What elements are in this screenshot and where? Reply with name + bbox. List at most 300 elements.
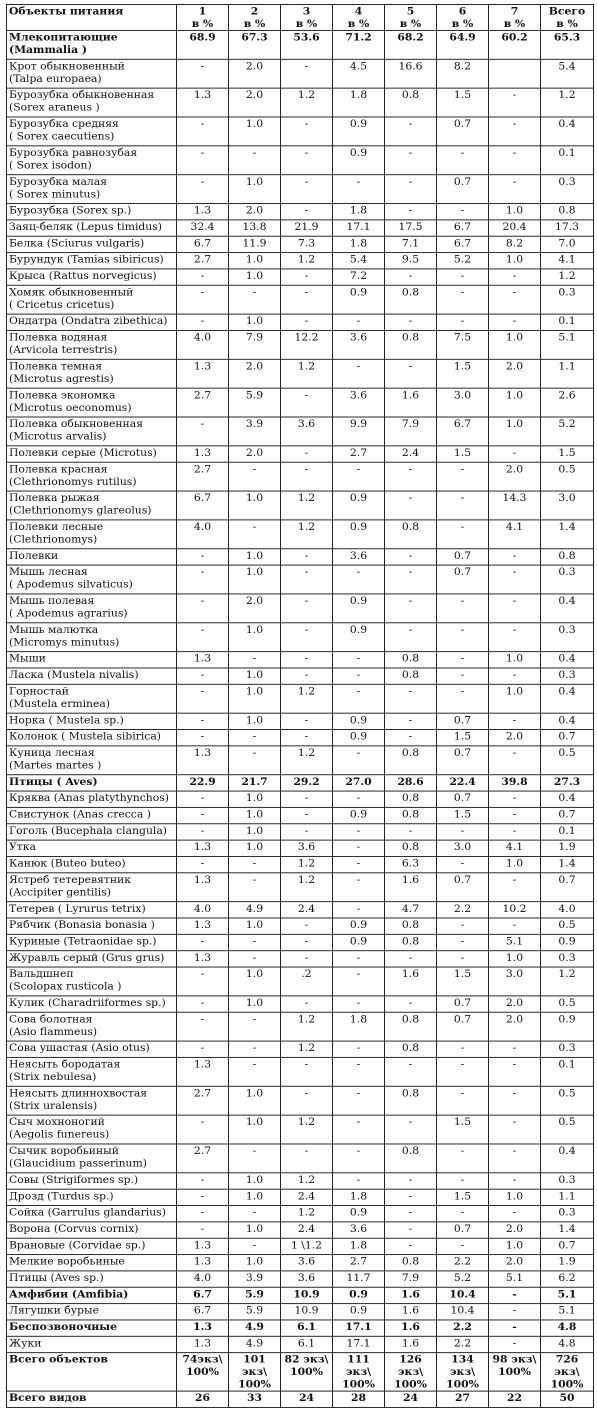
cell-value: - <box>385 1222 437 1238</box>
table-row <box>7 1287 594 1303</box>
cell-value: 11.9 <box>229 236 281 252</box>
header-col-6: 6 в % <box>437 4 489 30</box>
cell-total: 0.3 <box>541 285 594 314</box>
table-row <box>7 117 594 146</box>
cell-value: - <box>333 967 385 996</box>
cell-value: 82 экз\ 100% <box>281 1353 333 1391</box>
cell-value: 1.0 <box>489 1238 541 1254</box>
cell-value: 6.7 <box>177 491 229 520</box>
cell-total: 0.7 <box>541 873 594 902</box>
diet-table <box>6 4 594 1408</box>
cell-value: 3.6 <box>333 388 385 417</box>
cell-value: - <box>385 623 437 652</box>
cell-value: 1.8 <box>333 1012 385 1041</box>
cell-value: - <box>229 873 281 902</box>
cell-total: 7.0 <box>541 236 594 252</box>
table-row <box>7 594 594 623</box>
cell-total: 0.5 <box>541 462 594 491</box>
cell-value: - <box>489 668 541 684</box>
row-label: Бурозубка малая ( Sorex minutus) <box>7 175 177 204</box>
cell-value: - <box>437 146 489 175</box>
cell-value: 1.0 <box>229 565 281 594</box>
cell-value: - <box>177 713 229 729</box>
cell-value: - <box>229 1238 281 1254</box>
cell-value: 3.9 <box>229 417 281 446</box>
cell-value: - <box>437 269 489 285</box>
cell-total: 1.4 <box>541 520 594 549</box>
row-label: Мышь лесная ( Apodemus silvaticus) <box>7 565 177 594</box>
cell-value: 74экз\ 100% <box>177 1353 229 1391</box>
cell-value: 2.7 <box>177 388 229 417</box>
cell-total: 0.3 <box>541 175 594 204</box>
cell-value: 6.1 <box>281 1320 333 1336</box>
cell-value: - <box>385 117 437 146</box>
table-row <box>7 996 594 1012</box>
cell-value: 67.3 <box>229 30 281 59</box>
cell-value: - <box>385 146 437 175</box>
cell-total: 0.8 <box>541 549 594 565</box>
cell-value: - <box>385 565 437 594</box>
cell-value: 4.0 <box>177 520 229 549</box>
cell-value: - <box>177 1173 229 1189</box>
cell-value: 0.8 <box>385 330 437 359</box>
header-col-1: 1 в % <box>177 4 229 30</box>
cell-total: 0.7 <box>541 1238 594 1254</box>
cell-value: - <box>489 1144 541 1173</box>
cell-value: - <box>489 594 541 623</box>
cell-value: - <box>177 117 229 146</box>
cell-value: - <box>489 549 541 565</box>
cell-value: 0.7 <box>437 1222 489 1238</box>
row-label: Бурундук (Tamias sibiricus) <box>7 253 177 269</box>
cell-value: 1.6 <box>385 967 437 996</box>
cell-value: 26 <box>177 1391 229 1407</box>
cell-value: 2.7 <box>333 1255 385 1271</box>
table-row <box>7 652 594 668</box>
row-label: Куница лесная (Martes martes ) <box>7 746 177 775</box>
cell-value: - <box>489 713 541 729</box>
cell-value: - <box>385 1173 437 1189</box>
cell-value: 1.0 <box>229 684 281 713</box>
cell-value: - <box>333 175 385 204</box>
cell-value: - <box>281 934 333 950</box>
table-row <box>7 1320 594 1336</box>
cell-value: - <box>437 1057 489 1086</box>
cell-value: 0.9 <box>333 934 385 950</box>
cell-value: 1.0 <box>489 951 541 967</box>
cell-value: - <box>437 1238 489 1254</box>
cell-value: - <box>489 1086 541 1115</box>
cell-value: 1.3 <box>177 446 229 462</box>
cell-value: - <box>437 668 489 684</box>
row-label: Ондатра (Ondatra zibethica) <box>7 314 177 330</box>
cell-value: 64.9 <box>437 30 489 59</box>
row-label: Жуки <box>7 1336 177 1352</box>
table-row <box>7 220 594 236</box>
cell-value: - <box>177 996 229 1012</box>
cell-value: 134 экз\ 100% <box>437 1353 489 1391</box>
cell-value: 0.8 <box>385 840 437 856</box>
cell-value: - <box>437 1206 489 1222</box>
cell-value: 1.0 <box>229 668 281 684</box>
header-col-2: 2 в % <box>229 4 281 30</box>
cell-total: 1.4 <box>541 1222 594 1238</box>
row-label: Полевка темная (Microtus agrestis) <box>7 359 177 388</box>
cell-value: 39.8 <box>489 775 541 791</box>
cell-value: 0.8 <box>385 1041 437 1057</box>
cell-value: - <box>281 388 333 417</box>
cell-value: - <box>229 856 281 872</box>
cell-value: - <box>333 1041 385 1057</box>
cell-value: 1.2 <box>281 1206 333 1222</box>
cell-value: - <box>229 730 281 746</box>
cell-value: 5.2 <box>437 1271 489 1287</box>
cell-value: - <box>281 791 333 807</box>
cell-value: - <box>229 285 281 314</box>
cell-value: 0.8 <box>385 1255 437 1271</box>
cell-value: - <box>229 1041 281 1057</box>
cell-value: 0.7 <box>437 996 489 1012</box>
table-row <box>7 1189 594 1205</box>
cell-value: - <box>437 623 489 652</box>
row-label: Бурозубка равнозубая ( Sorex isodon) <box>7 146 177 175</box>
row-label: Неясыть длиннохвостая (Strix uralensis) <box>7 1086 177 1115</box>
cell-value: 0.7 <box>437 565 489 594</box>
cell-value: - <box>333 668 385 684</box>
table-row <box>7 775 594 791</box>
cell-total: 0.4 <box>541 1144 594 1173</box>
table-row <box>7 684 594 713</box>
cell-value: 17.1 <box>333 1320 385 1336</box>
cell-value: 1.2 <box>281 491 333 520</box>
cell-value: 5.2 <box>437 253 489 269</box>
table-row <box>7 668 594 684</box>
cell-value: - <box>385 549 437 565</box>
cell-total: 0.3 <box>541 668 594 684</box>
cell-value: 2.4 <box>281 902 333 918</box>
cell-value: 2.0 <box>229 59 281 88</box>
cell-value: - <box>489 807 541 823</box>
cell-value: 8.2 <box>437 59 489 88</box>
cell-value: - <box>333 840 385 856</box>
cell-value: 2.0 <box>489 996 541 1012</box>
cell-value: - <box>333 902 385 918</box>
table-row <box>7 1238 594 1254</box>
cell-value: 1.0 <box>229 491 281 520</box>
cell-value: - <box>489 1115 541 1144</box>
cell-total: 5.1 <box>541 1287 594 1303</box>
cell-value: - <box>489 565 541 594</box>
cell-total: 0.3 <box>541 565 594 594</box>
cell-value: 1.0 <box>489 204 541 220</box>
cell-value: - <box>333 359 385 388</box>
cell-value: 0.8 <box>385 807 437 823</box>
row-label: Норка ( Mustela sp.) <box>7 713 177 729</box>
cell-total: 0.4 <box>541 117 594 146</box>
table-body <box>7 30 594 1407</box>
cell-value: 0.9 <box>333 146 385 175</box>
cell-value: - <box>281 565 333 594</box>
cell-value: - <box>281 269 333 285</box>
cell-value: - <box>229 746 281 775</box>
cell-value: - <box>229 934 281 950</box>
cell-value: 0.9 <box>333 594 385 623</box>
cell-value: .2 <box>281 967 333 996</box>
cell-total: 0.7 <box>541 807 594 823</box>
cell-value: - <box>489 824 541 840</box>
cell-value: 1.2 <box>281 1115 333 1144</box>
row-label: Всего объектов <box>7 1353 177 1391</box>
table-row <box>7 146 594 175</box>
cell-value: 1.8 <box>333 1189 385 1205</box>
header-col-5: 5 в % <box>385 4 437 30</box>
cell-value: 1.3 <box>177 951 229 967</box>
cell-value: - <box>385 684 437 713</box>
table-row <box>7 462 594 491</box>
table-row <box>7 59 594 88</box>
cell-value: - <box>385 1238 437 1254</box>
cell-value: 10.9 <box>281 1304 333 1320</box>
cell-total: 5.1 <box>541 1304 594 1320</box>
cell-value: 24 <box>281 1391 333 1407</box>
cell-value: - <box>437 918 489 934</box>
cell-value: 2.0 <box>489 1222 541 1238</box>
cell-value: 3.0 <box>489 967 541 996</box>
cell-value: 32.4 <box>177 220 229 236</box>
cell-value: - <box>437 652 489 668</box>
row-label: Кулик (Charadriiformes sp.) <box>7 996 177 1012</box>
cell-value: 8.2 <box>489 236 541 252</box>
cell-total: 0.3 <box>541 623 594 652</box>
cell-value: - <box>281 462 333 491</box>
cell-value: - <box>177 1115 229 1144</box>
cell-value: - <box>177 1012 229 1041</box>
cell-value: - <box>385 1189 437 1205</box>
cell-value: 1.3 <box>177 1238 229 1254</box>
cell-value: - <box>177 856 229 872</box>
cell-value: - <box>385 491 437 520</box>
cell-value: 1.0 <box>489 388 541 417</box>
cell-value: 0.8 <box>385 520 437 549</box>
cell-total: 0.1 <box>541 314 594 330</box>
cell-value: 101 экз\ 100% <box>229 1353 281 1391</box>
cell-value: - <box>385 996 437 1012</box>
cell-value: - <box>333 951 385 967</box>
cell-value: 1.3 <box>177 652 229 668</box>
cell-value: 22 <box>489 1391 541 1407</box>
cell-value: 1.6 <box>385 873 437 902</box>
cell-value: - <box>177 565 229 594</box>
cell-value: 5.9 <box>229 1287 281 1303</box>
cell-value: 0.7 <box>437 175 489 204</box>
cell-total: 6.2 <box>541 1271 594 1287</box>
cell-value: 6.1 <box>281 1336 333 1352</box>
cell-value: - <box>229 1206 281 1222</box>
cell-value: - <box>177 269 229 285</box>
cell-value: 3.0 <box>437 388 489 417</box>
cell-value: 1.5 <box>437 1115 489 1144</box>
cell-value: - <box>489 873 541 902</box>
cell-value: - <box>281 204 333 220</box>
cell-value: 0.7 <box>437 1012 489 1041</box>
cell-value: - <box>281 314 333 330</box>
cell-value: 1.2 <box>281 1041 333 1057</box>
cell-total: 5.1 <box>541 330 594 359</box>
table-row <box>7 1057 594 1086</box>
cell-total: 0.7 <box>541 730 594 746</box>
table-row <box>7 623 594 652</box>
cell-value: 17.5 <box>385 220 437 236</box>
cell-value: 1.0 <box>229 967 281 996</box>
cell-value: - <box>489 269 541 285</box>
cell-value: - <box>437 824 489 840</box>
cell-total: 1.5 <box>541 446 594 462</box>
cell-value: - <box>281 652 333 668</box>
row-label: Вальдшнеп (Scolopax rusticola ) <box>7 967 177 996</box>
cell-value: - <box>281 996 333 1012</box>
cell-value: 1.3 <box>177 840 229 856</box>
cell-value: 33 <box>229 1391 281 1407</box>
cell-value: - <box>437 491 489 520</box>
cell-value: 17.1 <box>333 1336 385 1352</box>
cell-value: 5.1 <box>489 1271 541 1287</box>
cell-value: - <box>489 117 541 146</box>
table-row <box>7 491 594 520</box>
cell-value: 0.9 <box>333 285 385 314</box>
table-row <box>7 330 594 359</box>
cell-total: 1.1 <box>541 359 594 388</box>
cell-value: - <box>385 175 437 204</box>
cell-value: 0.7 <box>437 791 489 807</box>
table-row <box>7 856 594 872</box>
cell-value: 2.4 <box>385 446 437 462</box>
cell-value: - <box>177 146 229 175</box>
cell-value: 0.9 <box>333 713 385 729</box>
cell-value: 2.0 <box>489 1012 541 1041</box>
cell-value: - <box>333 1086 385 1115</box>
cell-total: 0.1 <box>541 1057 594 1086</box>
cell-value: - <box>281 1086 333 1115</box>
row-label: Лягушки бурые <box>7 1304 177 1320</box>
cell-value: 5.1 <box>489 934 541 950</box>
header-col-3: 3 в % <box>281 4 333 30</box>
cell-value: 68.2 <box>385 30 437 59</box>
cell-value: 9.9 <box>333 417 385 446</box>
cell-value: 3.0 <box>437 840 489 856</box>
cell-value: - <box>489 1336 541 1352</box>
cell-value: 14.3 <box>489 491 541 520</box>
row-label: Свистунок (Anas crecca ) <box>7 807 177 823</box>
table-row <box>7 269 594 285</box>
table-row <box>7 388 594 417</box>
table-row <box>7 285 594 314</box>
row-label: Ласка (Mustela nivalis) <box>7 668 177 684</box>
cell-value: 2.0 <box>489 462 541 491</box>
cell-value: 1.3 <box>177 1255 229 1271</box>
cell-value: 0.8 <box>385 1144 437 1173</box>
cell-value: 1.5 <box>437 807 489 823</box>
cell-value: - <box>333 1144 385 1173</box>
cell-value: - <box>177 175 229 204</box>
cell-total: 0.5 <box>541 1115 594 1144</box>
cell-value: - <box>281 446 333 462</box>
cell-value: - <box>281 951 333 967</box>
cell-value: 1.0 <box>229 117 281 146</box>
cell-value: 1.0 <box>489 417 541 446</box>
cell-value: - <box>385 730 437 746</box>
cell-value: 2.2 <box>437 902 489 918</box>
row-label: Птицы (Aves sp.) <box>7 1271 177 1287</box>
cell-value: 0.8 <box>385 791 437 807</box>
cell-value: 0.9 <box>333 117 385 146</box>
cell-value: - <box>385 314 437 330</box>
cell-value: 5.9 <box>229 388 281 417</box>
cell-value: 1.3 <box>177 88 229 117</box>
cell-value: 10.9 <box>281 1287 333 1303</box>
cell-value: 28 <box>333 1391 385 1407</box>
row-label: Сычик воробьиный (Glaucidium passerinum) <box>7 1144 177 1173</box>
cell-value: 6.7 <box>437 220 489 236</box>
row-label: Горностай (Mustela erminea) <box>7 684 177 713</box>
cell-value: 1.0 <box>489 330 541 359</box>
table-row <box>7 1144 594 1173</box>
cell-value: 6.7 <box>177 1287 229 1303</box>
cell-value: 1.0 <box>489 652 541 668</box>
cell-value: 1.0 <box>229 269 281 285</box>
row-label: Мышь полевая ( Apodemus agrarius) <box>7 594 177 623</box>
cell-value: 3.6 <box>281 1271 333 1287</box>
table-row <box>7 730 594 746</box>
cell-value: 1.2 <box>281 88 333 117</box>
cell-value: - <box>177 1041 229 1057</box>
cell-value: 1.0 <box>229 1255 281 1271</box>
row-label: Врановые (Corvidae sp.) <box>7 1238 177 1254</box>
cell-value: - <box>437 951 489 967</box>
row-label: Крыса (Rattus norvegicus) <box>7 269 177 285</box>
cell-value: 6.7 <box>177 1304 229 1320</box>
row-label: Полевки лесные (Clethrionomys) <box>7 520 177 549</box>
row-label: Кряква (Anas platythynchos) <box>7 791 177 807</box>
cell-value: 1.6 <box>385 1287 437 1303</box>
cell-total: 5.2 <box>541 417 594 446</box>
cell-value: - <box>229 1012 281 1041</box>
cell-value: 0.8 <box>385 88 437 117</box>
cell-value: 7.1 <box>385 236 437 252</box>
row-label: Хомяк обыкновенный ( Cricetus cricetus) <box>7 285 177 314</box>
table-row <box>7 1255 594 1271</box>
cell-value: 3.6 <box>281 840 333 856</box>
cell-value: - <box>281 1144 333 1173</box>
cell-value: 29.2 <box>281 775 333 791</box>
cell-value: 16.6 <box>385 59 437 88</box>
table-row <box>7 88 594 117</box>
cell-value: 0.7 <box>437 873 489 902</box>
cell-value: - <box>281 807 333 823</box>
cell-value: 1.5 <box>437 730 489 746</box>
cell-value: - <box>229 652 281 668</box>
cell-value: - <box>177 668 229 684</box>
cell-total: 4.0 <box>541 902 594 918</box>
cell-value: - <box>333 1057 385 1086</box>
cell-value: 27.0 <box>333 775 385 791</box>
cell-value: - <box>281 730 333 746</box>
cell-total: 0.4 <box>541 684 594 713</box>
cell-total: 1.2 <box>541 269 594 285</box>
cell-total: 2.6 <box>541 388 594 417</box>
header-col-7: 7 в % <box>489 4 541 30</box>
table-row <box>7 1336 594 1352</box>
cell-total: 726 экз\ 100% <box>541 1353 594 1391</box>
